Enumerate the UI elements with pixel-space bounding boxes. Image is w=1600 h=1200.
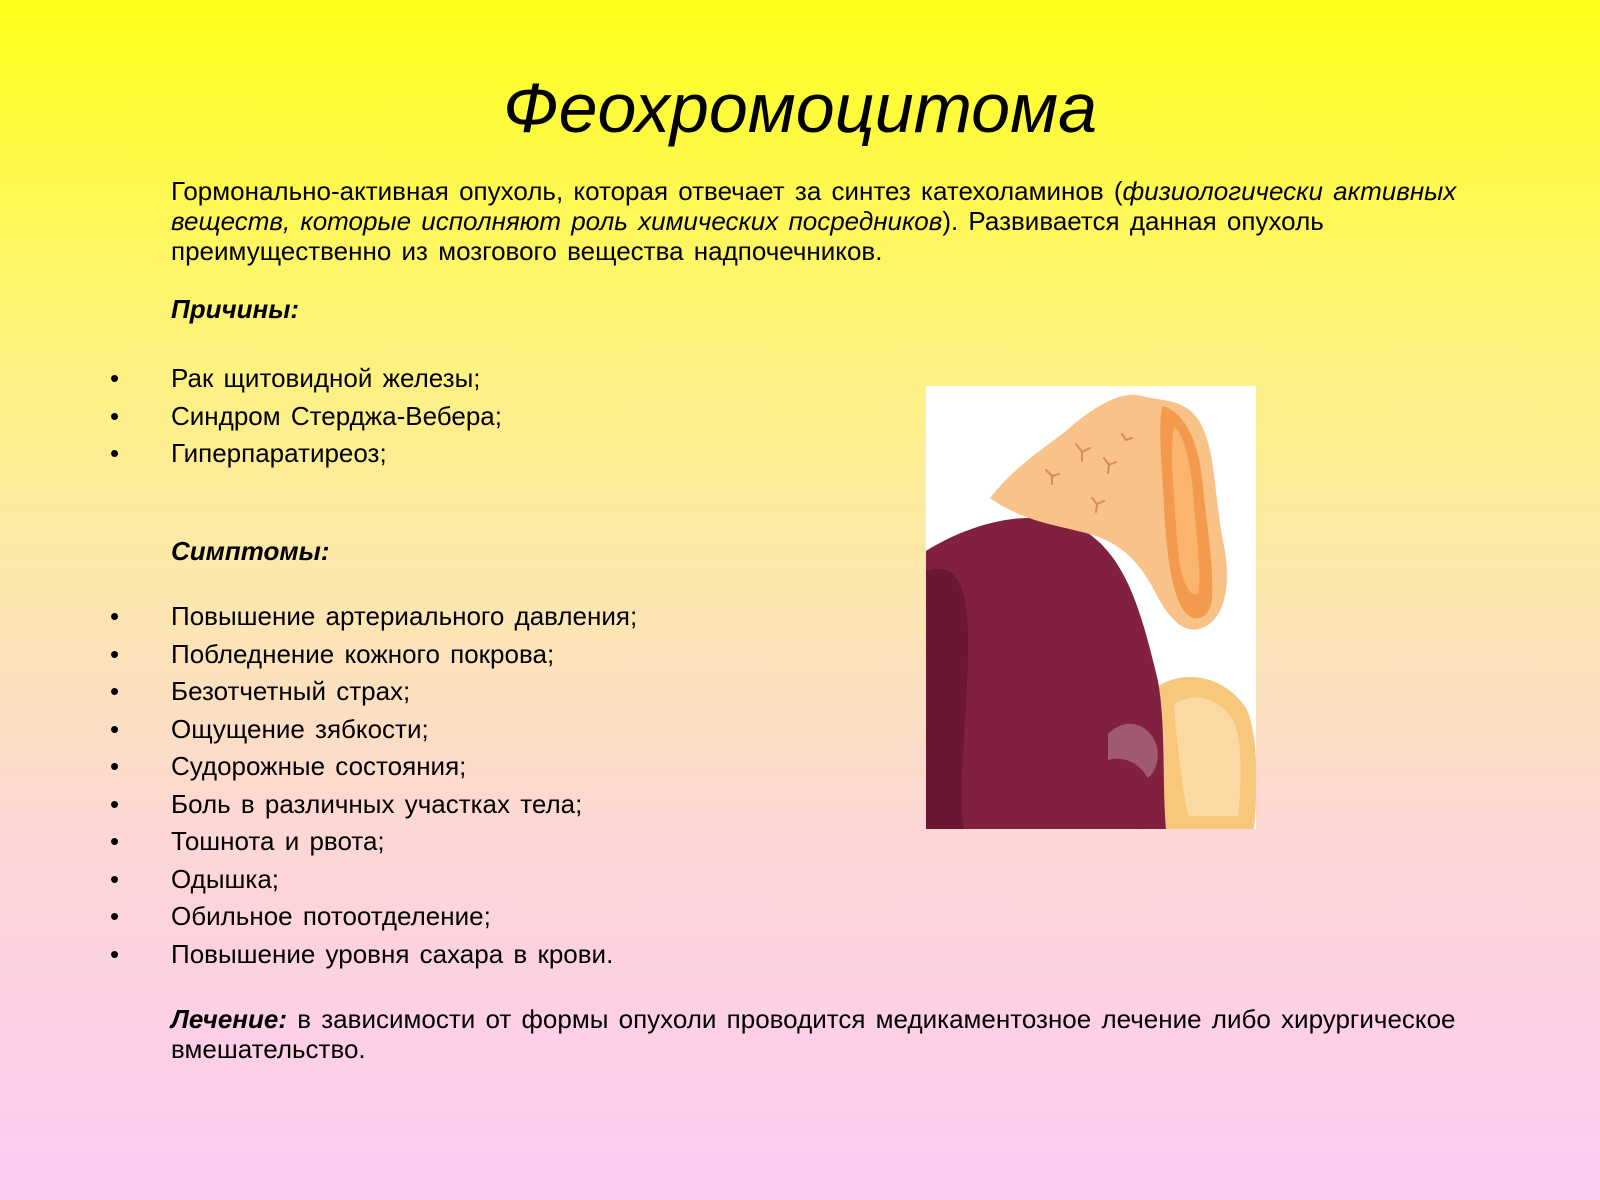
list-item-text: Судорожные состояния;	[171, 751, 467, 781]
bullet: •	[110, 438, 120, 468]
bullet: •	[110, 601, 120, 631]
list-item-text: Тошнота и рвота;	[171, 826, 385, 856]
bullet: •	[110, 788, 120, 819]
list-item-text: Побледнение кожного покрова;	[171, 638, 555, 669]
bullet: •	[110, 363, 120, 393]
list-item-text: Одышка;	[171, 863, 279, 894]
slide-title: Феохромоцитома	[502, 69, 1098, 147]
bullet: •	[110, 826, 120, 856]
treatment-label: Лечение:	[171, 1004, 287, 1034]
list-item-text: Повышение уровня сахара в крови.	[171, 938, 614, 969]
symptoms-heading: Симптомы:	[171, 536, 330, 566]
bullet: •	[110, 863, 120, 894]
list-item-text: Гиперпаратиреоз;	[171, 438, 387, 468]
intro-paragraph	[171, 176, 1516, 266]
adrenal-kidney-image	[926, 386, 1256, 829]
list-item-text: Боль в различных участках тела;	[171, 788, 583, 819]
list-item-text: Безотчетный страх;	[171, 676, 411, 706]
adrenal-gland-illustration	[926, 386, 1256, 829]
intro-italic-definition: физиологически активных веществ, которые исполняют роль химических посредников	[171, 176, 1457, 236]
treatment-paragraph	[171, 1004, 1471, 1064]
bullet: •	[110, 751, 120, 781]
intro-text-end: ). Развивается данная опухоль преимущественно из мозгового вещества надпочечников.	[171, 206, 1324, 266]
bullet: •	[110, 901, 120, 931]
bullet: •	[110, 638, 120, 669]
bullet: •	[110, 676, 120, 706]
bullet: •	[110, 713, 120, 744]
treatment-text: в зависимости от формы опухоли проводится медикаментозное лечение либо хирургическое вмешательство.	[171, 1004, 1456, 1064]
list-item-text: Повышение артериального давления;	[171, 601, 638, 631]
list-item-text: Обильное потоотделение;	[171, 901, 491, 931]
list-item-text: Синдром Стерджа-Вебера;	[171, 400, 502, 431]
bullet: •	[110, 400, 120, 431]
intro-text-start: Гормонально-активная опухоль, которая отвечает за синтез катехоламинов (	[171, 176, 1123, 206]
bullet: •	[110, 938, 120, 969]
causes-heading: Причины:	[171, 294, 300, 324]
list-item-text: Ощущение зябкости;	[171, 713, 429, 744]
list-item-text: Рак щитовидной железы;	[171, 363, 481, 393]
